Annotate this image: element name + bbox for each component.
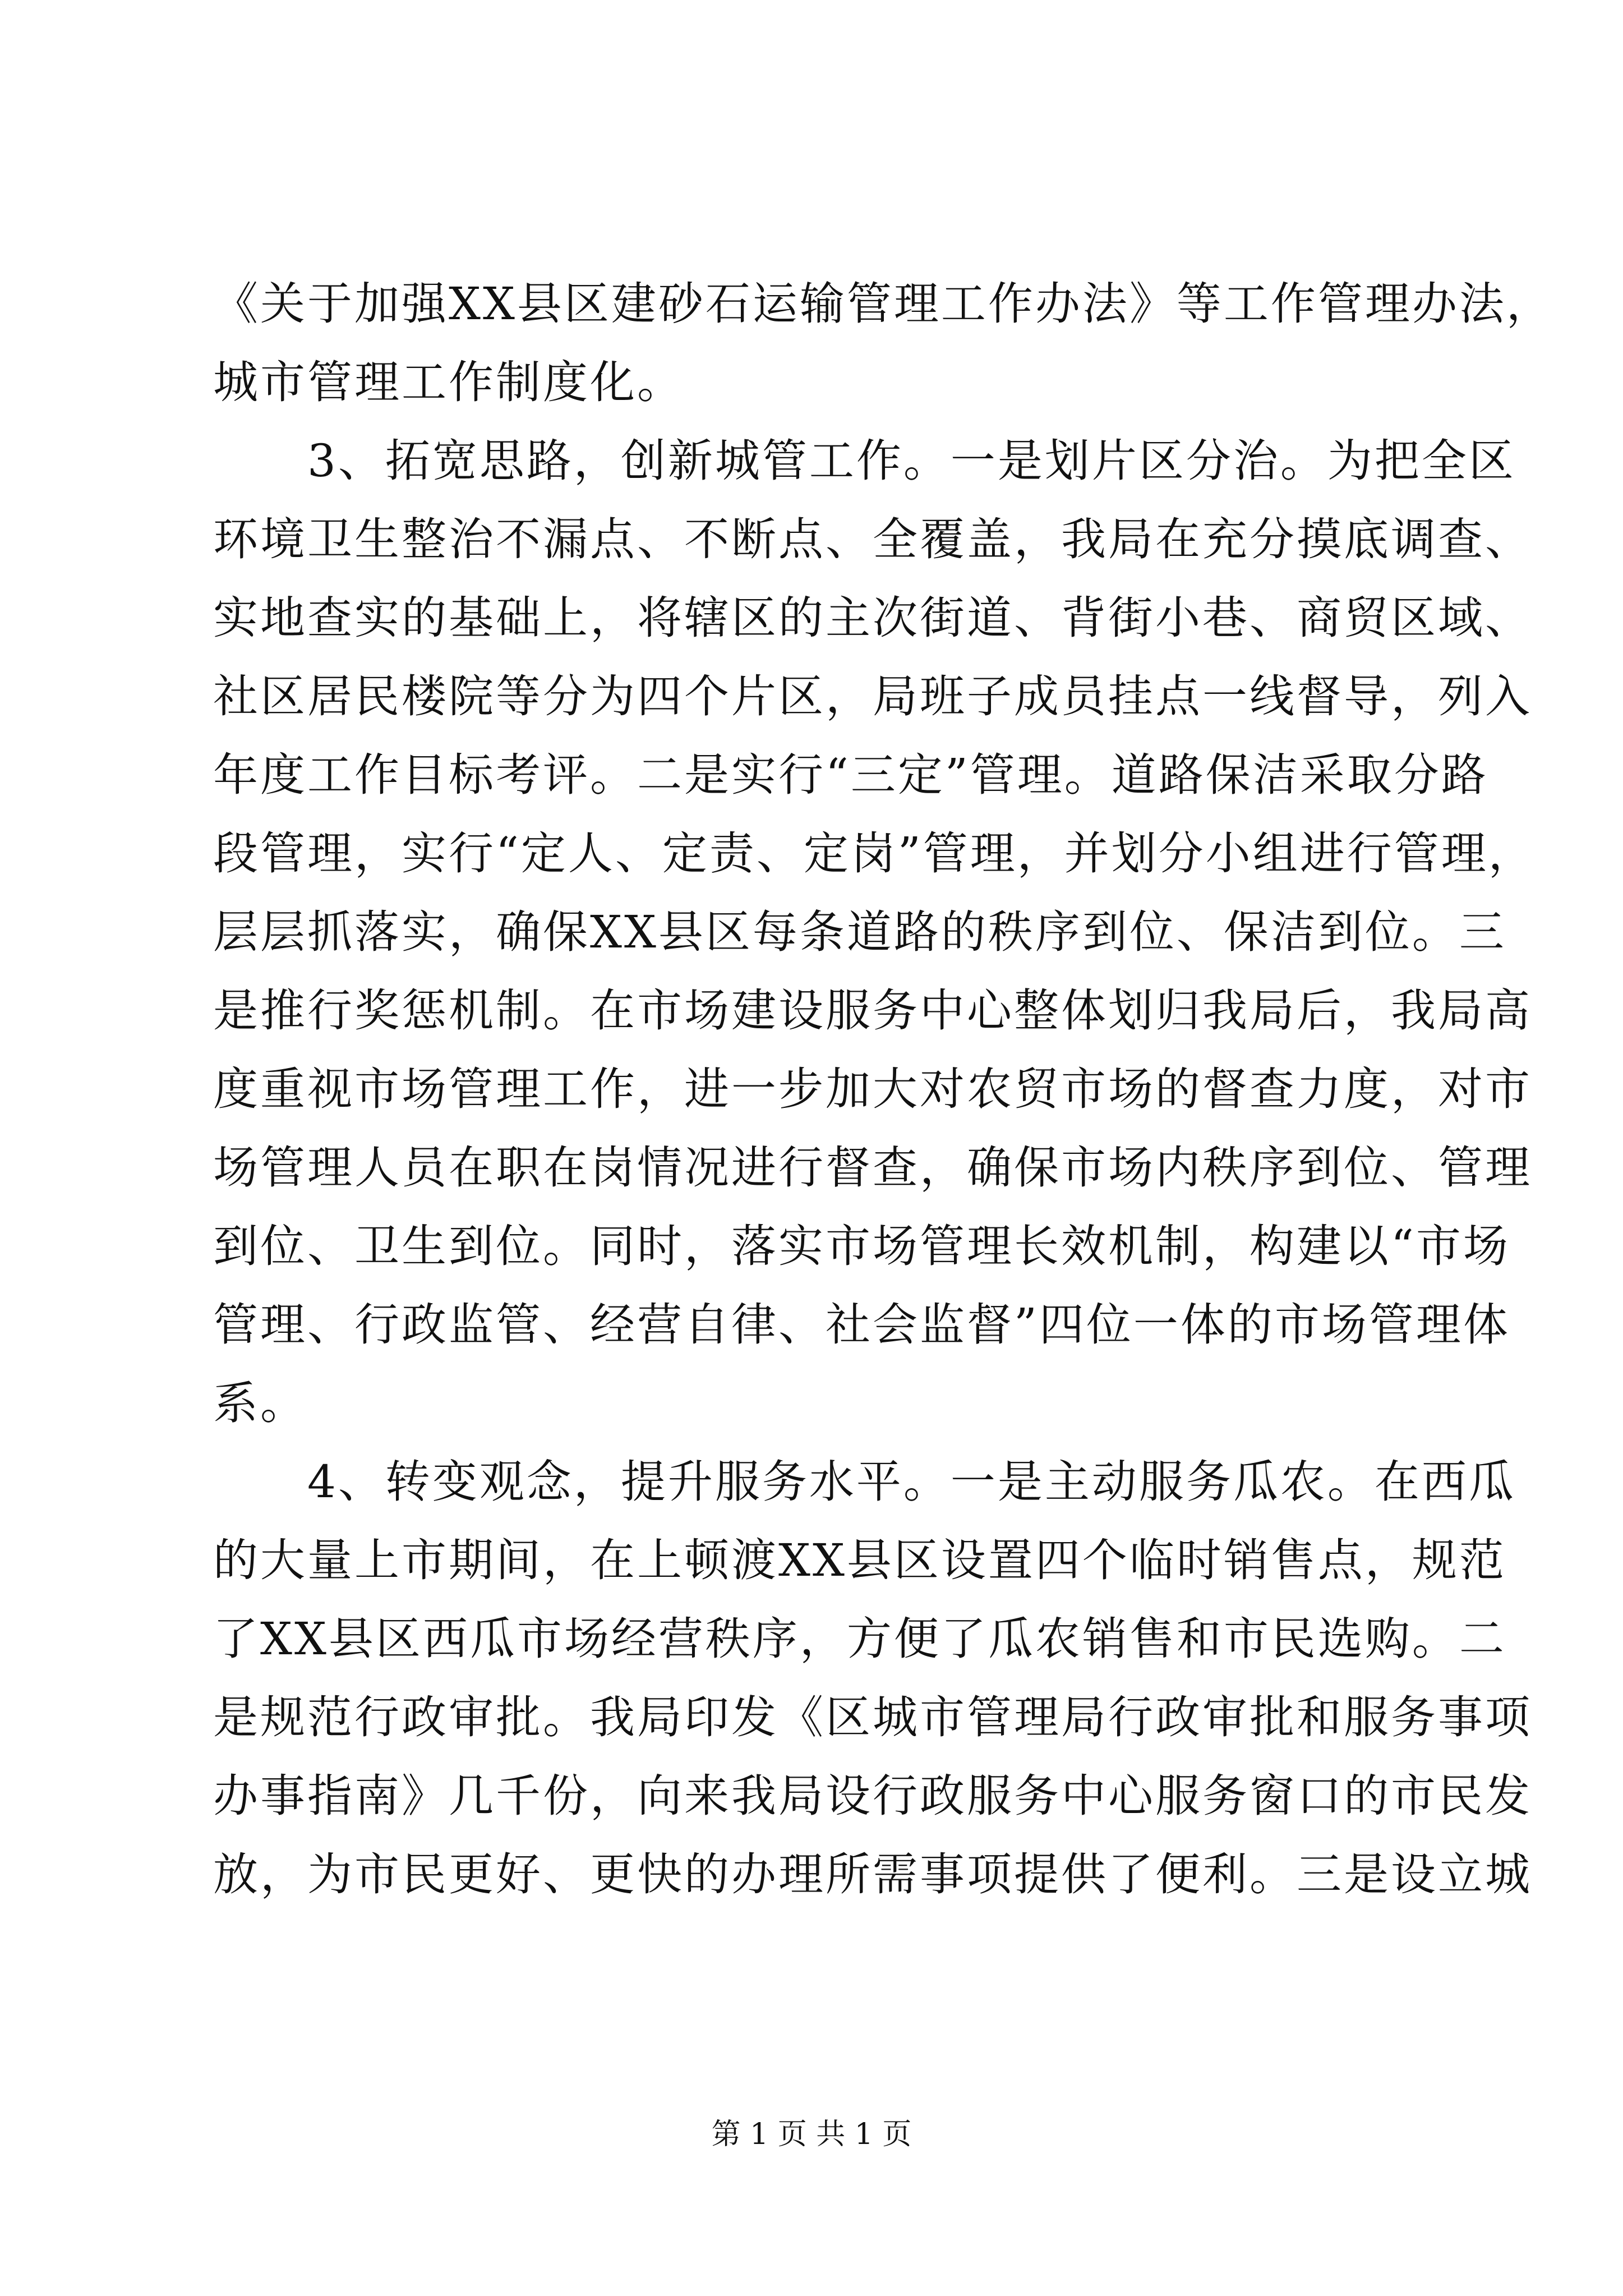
text-line: 4、转变观念，提升服务水平。一是主动服务瓜农。在西瓜 <box>213 1456 1516 1508</box>
text-line: 了XX县区西瓜市场经营秩序，方便了瓜农销售和市民选购。二 <box>213 1613 1506 1665</box>
text-line: 3、拓宽思路，创新城管工作。一是划片区分治。为把全区 <box>213 435 1516 487</box>
text-line: 系。 <box>213 1377 307 1429</box>
text-line: 年度工作目标考评。二是实行“三定”管理。道路保洁采取分路 <box>213 749 1488 801</box>
text-line: 段管理，实行“定人、定责、定岗”管理，并划分小组进行管理， <box>213 827 1536 880</box>
paragraph-section-3 <box>213 422 1536 1443</box>
text-line: 社区居民楼院等分为四个片区，局班子成员挂点一线督导，列入 <box>213 670 1532 723</box>
text-line: 场管理人员在职在岗情况进行督查，确保市场内秩序到位、管理 <box>213 1142 1532 1194</box>
text-line: 实地查实的基础上，将辖区的主次街道、背街小巷、商贸区域、 <box>213 592 1532 644</box>
page-footer <box>0 2115 1623 2154</box>
text-line: 层层抓落实，确保XX县区每条道路的秩序到位、保洁到位。三 <box>213 906 1506 958</box>
text-line: 度重视市场管理工作，进一步加大对农贸市场的督查力度，对市 <box>213 1063 1532 1115</box>
text-line: 放，为市民更好、更快的办理所需事项提供了便利。三是设立城 <box>213 1848 1532 1901</box>
paragraph-continued <box>213 265 1553 422</box>
document-body <box>213 265 1553 1914</box>
text-line: 《关于加强XX县区建砂石运输管理工作办法》等工作管理办法， <box>213 278 1553 330</box>
text-line: 办事指南》几千份，向来我局设行政服务中心服务窗口的市民发 <box>213 1770 1532 1822</box>
text-line: 城市管理工作制度化。 <box>213 356 684 408</box>
text-line: 是规范行政审批。我局印发《区城市管理局行政审批和服务事项 <box>213 1691 1532 1743</box>
text-line: 管理、行政监管、经营自律、社会监督”四位一体的市场管理体 <box>213 1299 1510 1351</box>
text-line: 的大量上市期间，在上顿渡XX县区设置四个临时销售点，规范 <box>213 1534 1506 1586</box>
page-number-label: 第 1 页 共 1 页 <box>711 2118 912 2151</box>
text-line: 是推行奖惩机制。在市场建设服务中心整体划归我局后，我局高 <box>213 984 1532 1037</box>
paragraph-section-4 <box>213 1443 1532 1914</box>
text-line: 到位、卫生到位。同时，落实市场管理长效机制，构建以“市场 <box>213 1220 1510 1272</box>
text-line: 环境卫生整治不漏点、不断点、全覆盖，我局在充分摸底调查、 <box>213 513 1532 565</box>
